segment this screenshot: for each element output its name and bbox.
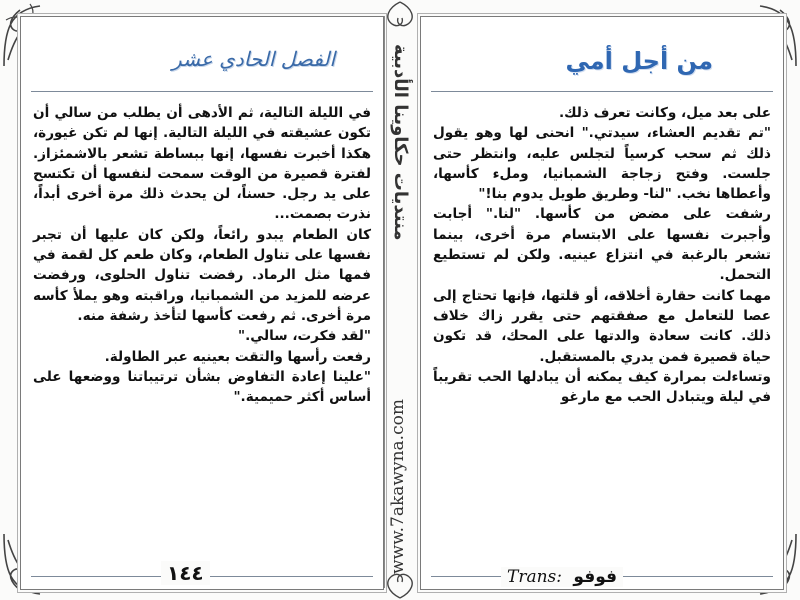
forum-name-vertical [386, 44, 416, 314]
translator-credit [501, 567, 623, 587]
header-divider [31, 91, 373, 92]
right-page-header [421, 17, 783, 87]
chapter-title: الفصل الحادي عشر [172, 47, 335, 71]
right-page [420, 16, 784, 590]
translator-label: Trans: [507, 567, 563, 587]
paragraph: كان الطعام يبدو رائعاً، ولكن كان عليها أن تجبر نفسها على تناول الطعام، وكان طعم كل لقمة في فمها مثل الرماد. رفضت تناول الحلوى، ورفضت عرضه للمزيد من الشمبانيا، وراقبته وهو يملأ كأسه مرة أخرى. ثم رفعت كأسها لتأخذ رشفة منه. [33, 226, 371, 324]
site-url: www.7akawyna.com [388, 399, 408, 574]
left-page [20, 16, 384, 590]
page-number: ١٤٤ [161, 561, 210, 585]
paragraph: وتساءلت بمرارة كيف يمكنه أن يبادلها الحب تقريباً في ليلة ويتبادل الحب مع مارغو [433, 368, 771, 406]
paragraph: رفعت رأسها والتقت بعينيه عبر الطاولة. [104, 348, 371, 365]
left-page-text [33, 103, 371, 407]
translator-name: فوفو [573, 567, 618, 587]
header-divider [431, 91, 773, 92]
right-page-text [433, 103, 771, 407]
spine-divider [418, 16, 419, 588]
footer-divider [31, 561, 373, 585]
site-url-vertical [388, 364, 416, 574]
paragraph: رشفت على مضض من كأسها. "لنا." أجابت وأجبرت نفسها على الابتسام مرة أخرى، بينما تشعر بالرغبة في انتزاع عينيه. ولكن لم تستطيع التحمل. [433, 206, 771, 284]
paragraph: "لقد فكرت، سالي." [238, 328, 371, 345]
footer-divider [431, 567, 773, 587]
spine-divider [384, 16, 385, 588]
paragraph: "تم تقديم العشاء، سيدتي." انحنى لها وهو يقول ذلك ثم سحب كرسياً لتجلس عليه، وانتظر حتى جلست. وفتح زجاجة الشمبانيا، وملء كأسها، وأعطاها نخب. "لنا- وطريق طويل يدوم بنا!" [433, 125, 771, 203]
forum-name: منتديات حكاوينا الأدبية [390, 44, 411, 241]
left-page-header [21, 17, 383, 87]
spine [382, 16, 420, 588]
paragraph: "علينا إعادة التفاوض بشأن ترتيباتنا ووضعها على أساس أكثر حميمية." [33, 368, 371, 406]
paragraph: في الليلة التالية، ثم الأدهى أن يطلب من سالي أن تكون عشيقته في الليلة التالية. إنها لم تكن غيورة، هكذا أخبرت نفسها، إنها ببساطة تشعر بالاشمئزاز. لفترة قصيرة من الوقت سمحت لنفسها أن تكتسح على يد رجل. حسناً، لن يحدث ذلك مرة أخرى أبداً، نذرت بصمت... [33, 105, 371, 223]
paragraph: مهما كانت حقارة أخلاقه، أو قلتها، فإنها تحتاج إلى عصا للتعامل مع صفقتهم حتى يقرر زاك خلاف ذلك. كانت سعادة والدتها على المحك، قد تكون حياة قصيرة فمن يدري بالمستقبل. [433, 287, 771, 365]
book-title: من أجل أمي [565, 47, 713, 75]
paragraph: على بعد ميل، وكانت تعرف ذلك. [558, 105, 771, 121]
